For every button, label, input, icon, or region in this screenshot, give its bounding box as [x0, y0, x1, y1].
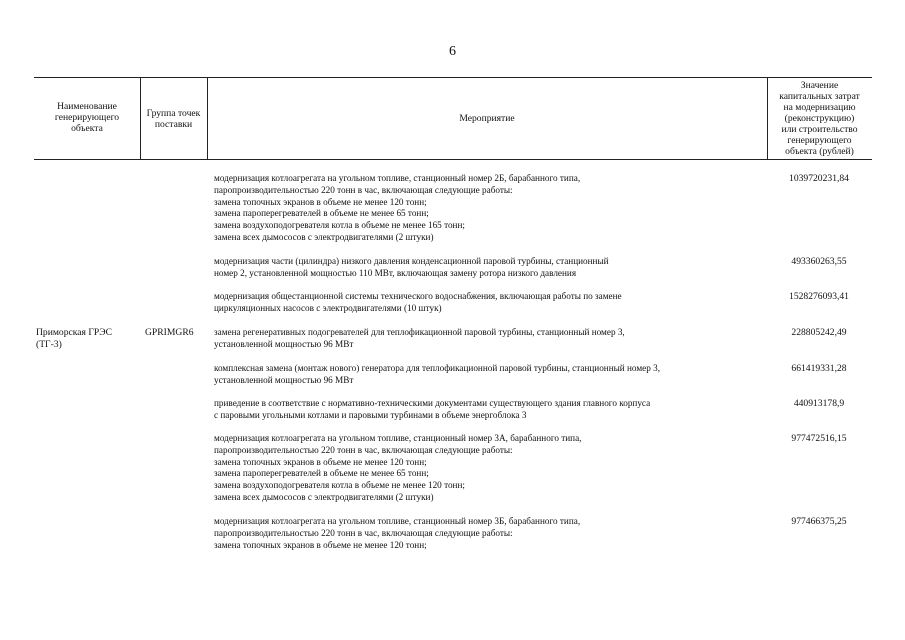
- capital-cost-value: 440913178,9: [793, 398, 845, 409]
- measure-row: [214, 433, 762, 504]
- measure-line: замена пароперегревателей в объеме не менее 65 тонн;: [214, 208, 429, 219]
- capital-cost-value: 228805242,49: [791, 327, 847, 338]
- capital-cost-value: 1039720231,84: [789, 173, 849, 184]
- measure-line: комплексная замена (монтаж нового) генератора для теплофикационной паровой турбины, станционный номер 3,: [214, 363, 661, 373]
- measure-line: замена топочных экранов в объеме не менее 120 тонн;: [214, 539, 427, 550]
- header-value-line: генерирующего: [787, 135, 852, 146]
- measure-row: [214, 327, 762, 351]
- measure-row: [214, 291, 762, 315]
- measure-line: паропроизводительностью 220 тонн в час, включающая следующие работы:: [214, 444, 513, 455]
- measure-line: установленной мощностью 96 МВт: [214, 374, 354, 385]
- header-name-line: Наименование: [57, 101, 117, 112]
- capital-cost-value: 977472516,15: [791, 433, 847, 444]
- measure-line: замена пароперегревателей в объеме не менее 65 тонн;: [214, 468, 429, 479]
- capital-cost-value: 1528276093,41: [789, 291, 849, 302]
- measure-line: модернизация котлоагрегата на угольном топливе, станционный номер 3Б, барабанного типа,: [214, 516, 581, 526]
- page-number: 6: [449, 44, 456, 59]
- header-name-line: объекта: [71, 123, 103, 134]
- measure-row: [214, 398, 762, 422]
- header-value-line: (реконструкцию): [784, 113, 855, 124]
- header-value-line: или строительство: [781, 124, 858, 135]
- measure-row: [214, 363, 762, 387]
- measure-line: замена всех дымососов с электродвигателями (2 штуки): [214, 231, 434, 242]
- header-value-line: на модернизацию: [783, 102, 856, 113]
- measure-line: паропроизводительностью 220 тонн в час, включающая следующие работы:: [214, 527, 513, 538]
- capital-cost-value: 977466375,25: [791, 516, 847, 527]
- measure-line: номер 2, установленной мощностью 110 МВт, включающая замену ротора низкого давления: [214, 267, 577, 278]
- measure-line: модернизация общестанционной системы технического водоснабжения, включающая работы по замене: [214, 291, 622, 301]
- entity-name-line: Приморская ГРЭС: [36, 327, 112, 338]
- header-bottom-border: [34, 159, 872, 160]
- measure-line: модернизация части (цилиндра) низкого давления конденсационной паровой турбины, станционный: [214, 256, 609, 266]
- measure-line: замена воздухоподогревателя котла в объеме не менее 120 тонн;: [214, 480, 465, 491]
- measure-line: паропроизводительностью 220 тонн в час, включающая следующие работы:: [214, 184, 513, 195]
- measure-line: модернизация котлоагрегата на угольном топливе, станционный номер 2Б, барабанного типа,: [214, 173, 581, 183]
- header-value-line: капитальных затрат: [779, 91, 860, 102]
- delivery-group-code: GPRIMGR6: [145, 327, 194, 338]
- entity-name-line: (ТГ-3): [36, 338, 62, 350]
- header-measure-cell: [207, 113, 767, 124]
- capital-cost-value: 661419331,28: [791, 363, 847, 374]
- measure-line: модернизация котлоагрегата на угольном топливе, станционный номер 3А, барабанного типа,: [214, 433, 582, 443]
- measure-line: замена воздухоподогревателя котла в объеме не менее 165 тонн;: [214, 220, 465, 231]
- measure-line: замена топочных экранов в объеме не менее 120 тонн;: [214, 456, 427, 467]
- measure-line: замена всех дымососов с электродвигателями (2 штуки): [214, 491, 434, 502]
- header-group-line: Группа точек: [146, 108, 201, 119]
- measure-line: замена топочных экранов в объеме не менее 120 тонн;: [214, 196, 427, 207]
- header-top-border: [34, 77, 872, 78]
- header-name-line: генерирующего: [54, 112, 120, 123]
- entity-name: [36, 327, 138, 350]
- measure-line: приведение в соответствие с нормативно-техническими документами существующего здания главного корпуса: [214, 398, 651, 408]
- measure-row: [214, 256, 762, 280]
- measure-line: с паровыми угольными котлами и паровыми турбинами в объеме энергоблока 3: [214, 409, 527, 420]
- measure-row: [214, 173, 762, 244]
- header-value-cell: [767, 80, 872, 157]
- header-value-line: объекта (рублей): [785, 146, 854, 157]
- header-group-cell: [140, 108, 207, 130]
- measure-line: установленной мощностью 96 МВт: [214, 338, 354, 349]
- measure-row: [214, 516, 762, 551]
- header-value-line: Значение: [800, 80, 839, 91]
- measure-line: циркуляционных насосов с электродвигателями (10 штук): [214, 302, 442, 313]
- header-name-cell: [34, 101, 140, 134]
- capital-cost-value: 493360263,55: [791, 256, 847, 267]
- header-measure-label: Мероприятие: [459, 113, 515, 124]
- measure-line: замена регенеративных подогревателей для теплофикационной паровой турбины, станционный номер 3,: [214, 327, 625, 337]
- header-group-line: поставки: [154, 119, 193, 130]
